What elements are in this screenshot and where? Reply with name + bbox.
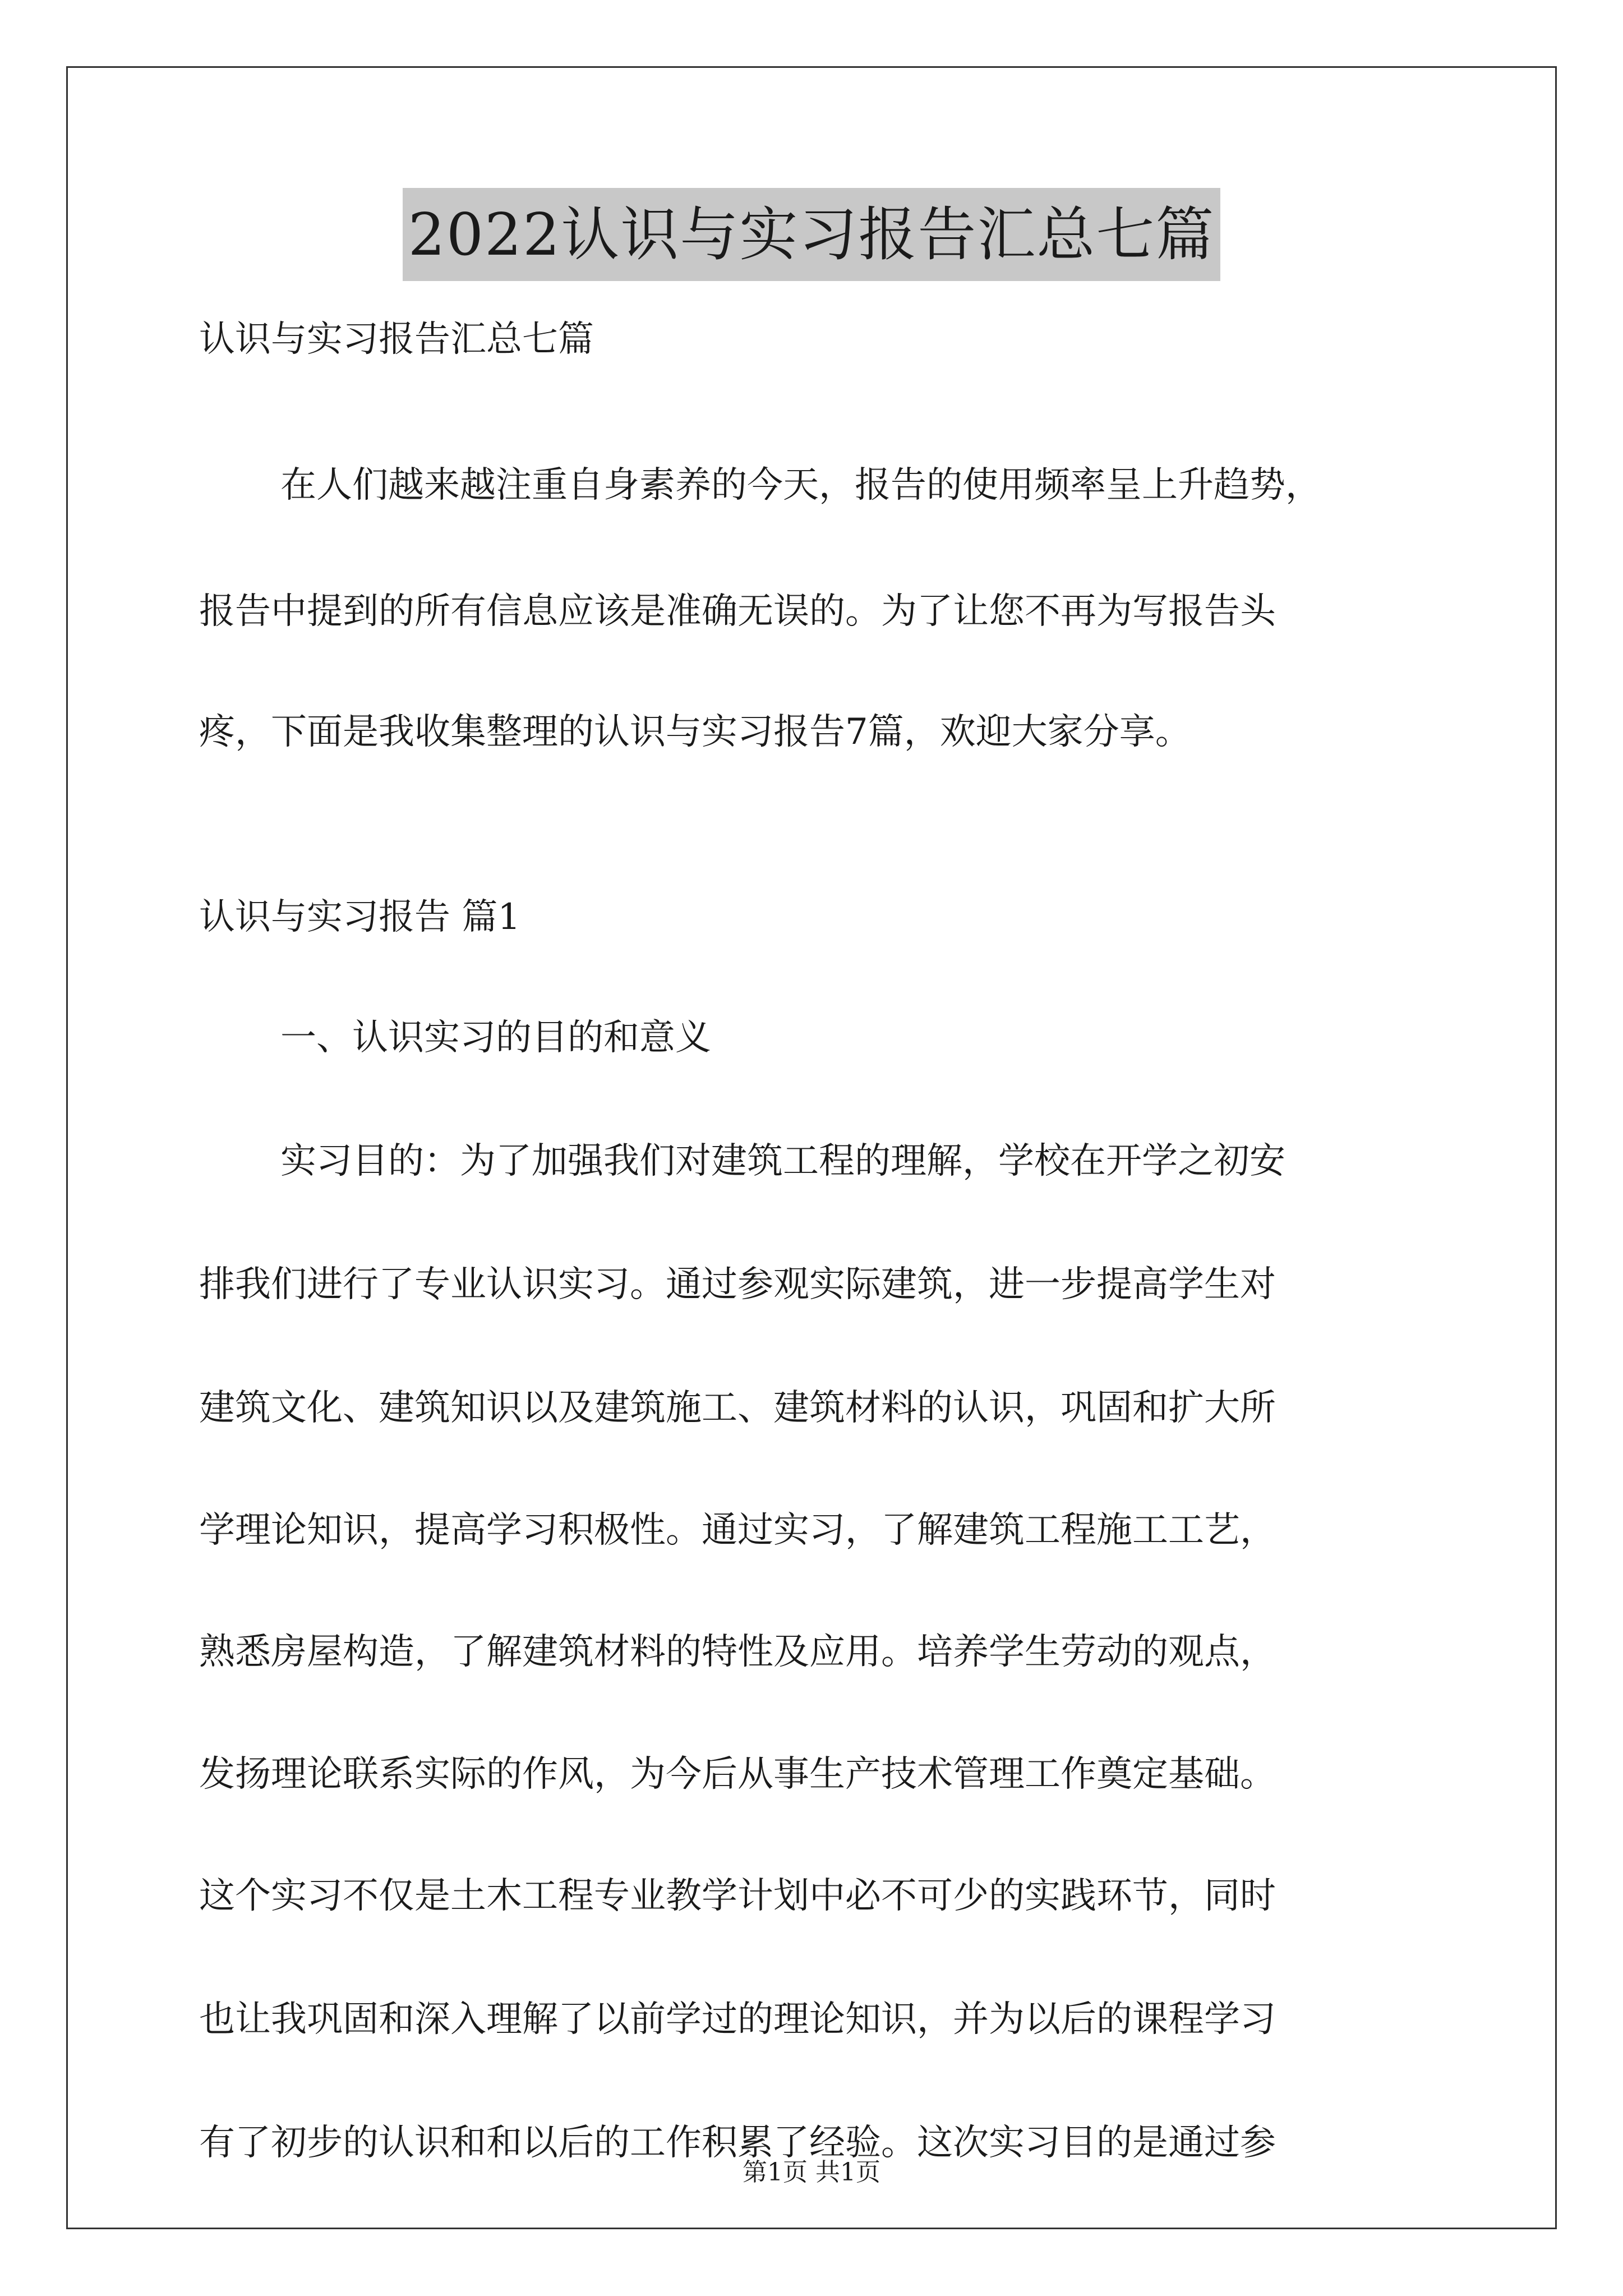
sub-heading: 一、认识实习的目的和意义 xyxy=(280,1017,711,1059)
body-line-8: 也让我巩固和深入理解了以前学过的理论知识，并为以后的课程学习 xyxy=(199,1999,1276,2040)
section-heading: 认识与实习报告 篇1 xyxy=(199,896,521,938)
page-footer: 第1页 共1页 xyxy=(743,2158,880,2187)
body-line-7: 这个实习不仅是土木工程专业教学计划中必不可少的实践环节，同时 xyxy=(199,1875,1276,1917)
body-line-3: 建筑文化、建筑知识以及建筑施工、建筑材料的认识，巩固和扩大所 xyxy=(199,1387,1276,1429)
intro-line-2: 报告中提到的所有信息应该是准确无误的。为了让您不再为写报告头 xyxy=(199,591,1276,632)
document-subtitle: 认识与实习报告汇总七篇 xyxy=(199,319,594,360)
intro-line-3: 疼，下面是我收集整理的认识与实习报告7篇，欢迎大家分享。 xyxy=(199,711,1191,753)
title-wrap xyxy=(0,188,1623,281)
body-line-4: 学理论知识，提高学习积极性。通过实习，了解建筑工程施工工艺， xyxy=(199,1510,1276,1551)
body-line-2: 排我们进行了专业认识实习。通过参观实际建筑，进一步提高学生对 xyxy=(199,1264,1276,1305)
intro-line-1: 在人们越来越注重自身素养的今天，报告的使用频率呈上升趋势， xyxy=(280,464,1321,506)
body-line-9: 有了初步的认识和和以后的工作积累了经验。这次实习目的是通过参 xyxy=(199,2122,1276,2164)
body-line-5: 熟悉房屋构造，了解建筑材料的特性及应用。培养学生劳动的观点， xyxy=(199,1631,1276,1673)
body-line-6: 发扬理论联系实际的作风，为今后从事生产技术管理工作奠定基础。 xyxy=(199,1754,1276,1795)
document-title: 2022认识与实习报告汇总七篇 xyxy=(403,188,1221,281)
body-line-1: 实习目的：为了加强我们对建筑工程的理解，学校在开学之初安 xyxy=(280,1140,1285,1182)
